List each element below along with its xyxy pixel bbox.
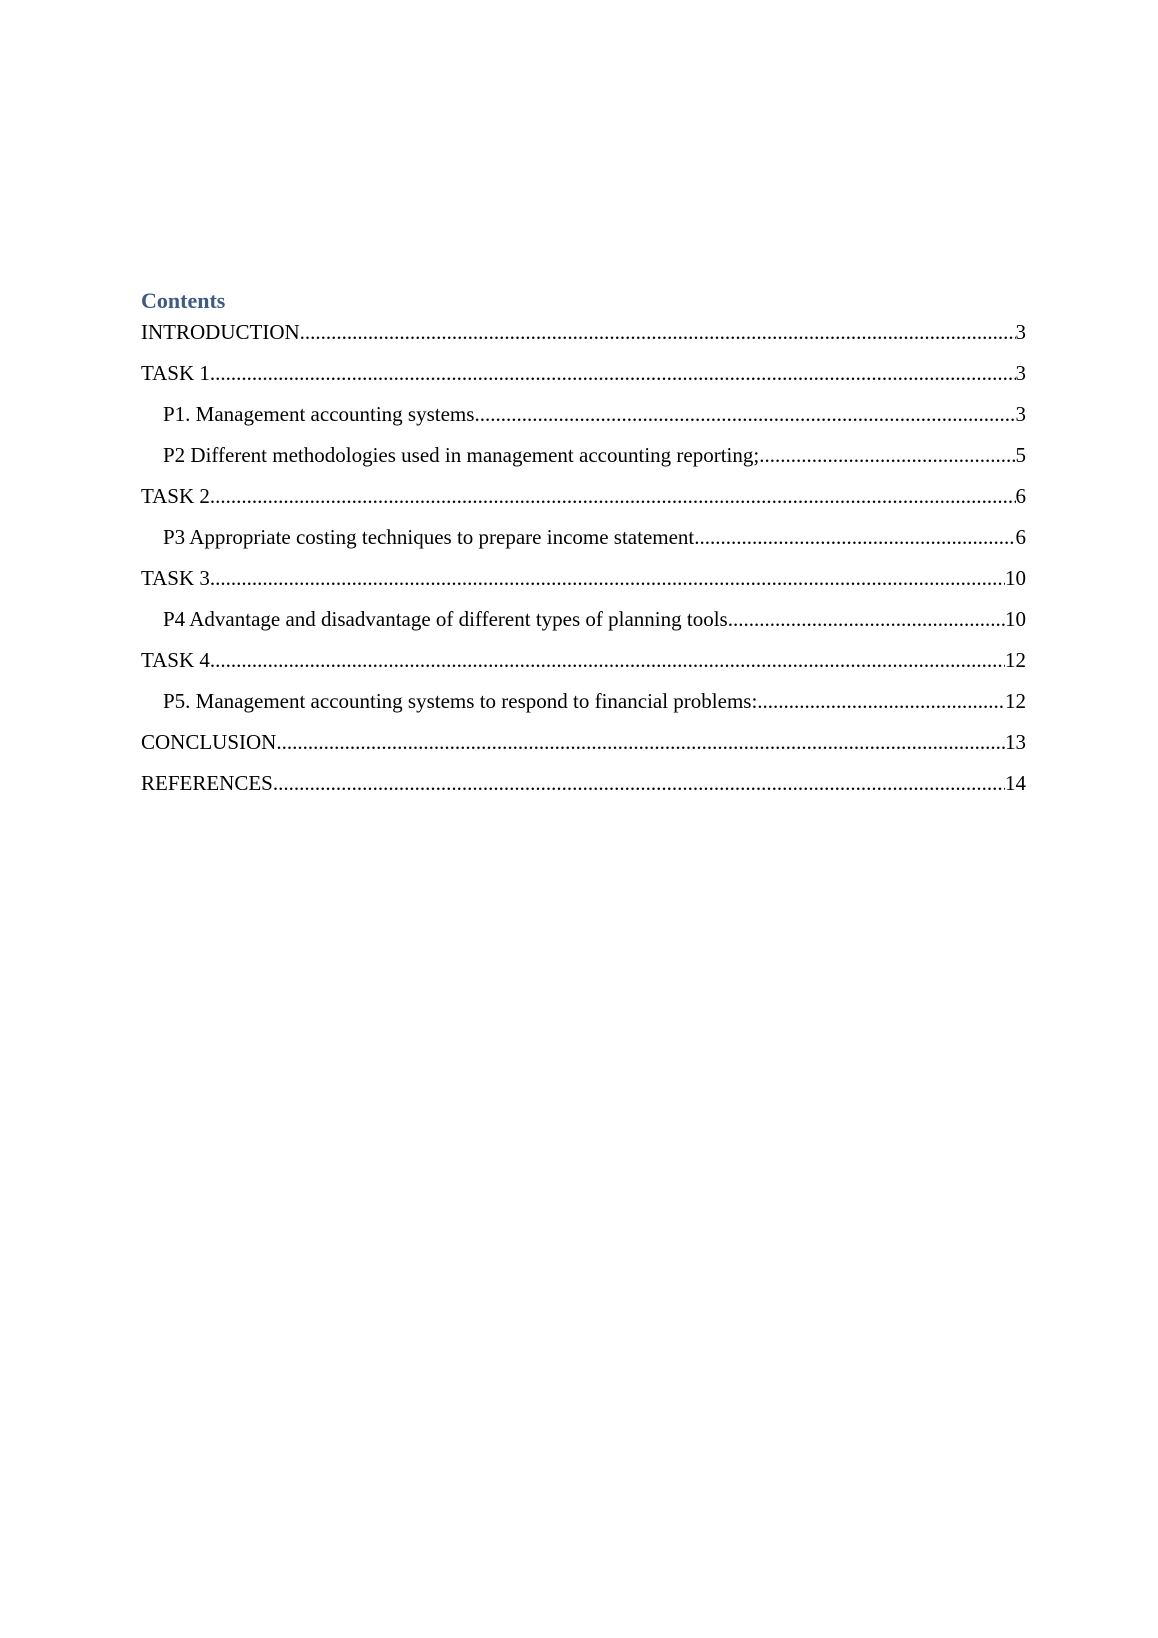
toc-entry-page: 14 [1005,771,1026,795]
toc-entry-page: 12 [1005,648,1026,672]
toc-entry-title: P3 Appropriate costing techniques to prepare income statement [163,525,695,549]
toc-entry-p5[interactable] [141,689,1026,730]
toc-entry-page: 13 [1005,730,1026,754]
toc-entry-title: TASK 4 [141,648,210,672]
toc-entry-page: 10 [1005,566,1026,590]
toc-entry-title: TASK 3 [141,566,210,590]
toc-entry-title: P4 Advantage and disadvantage of different types of planning tools [163,607,728,631]
toc-heading: Contents [141,288,226,313]
toc-entry-title: P2 Different methodologies used in management accounting reporting; [163,443,760,467]
toc-entry-page: 10 [1005,607,1026,631]
toc-entry-title: TASK 2 [141,484,210,508]
toc-entry-p1[interactable] [141,402,1026,443]
toc-leader-dots [757,689,1005,713]
toc-entry-title: REFERENCES [141,771,273,795]
toc-entry-title: P1. Management accounting systems [163,402,475,426]
toc-leader-dots [210,648,1005,672]
toc-leader-dots [300,320,1016,344]
toc-leader-dots [276,730,1005,754]
toc-leader-dots [759,443,1015,467]
toc-entry-p3[interactable] [141,525,1026,566]
toc-entry-p2[interactable] [141,443,1026,484]
toc-leader-dots [210,361,1016,385]
toc-entry-page: 6 [1015,525,1026,549]
toc-leader-dots [728,607,1005,631]
toc-entry-title: CONCLUSION [141,730,277,754]
toc-entry-title: P5. Management accounting systems to respond to financial problems: [163,689,758,713]
toc-leader-dots [694,525,1015,549]
toc-entry-title: INTRODUCTION [141,320,300,344]
toc-entry-introduction[interactable] [141,320,1026,361]
toc-entry-conclusion[interactable] [141,730,1026,771]
table-of-contents [141,288,1026,812]
toc-entry-page: 5 [1015,443,1026,467]
toc-entry-task-4[interactable] [141,648,1026,689]
toc-leader-dots [210,566,1005,590]
toc-leader-dots [210,484,1016,508]
toc-entry-title: TASK 1 [141,361,210,385]
toc-entry-p4[interactable] [141,607,1026,648]
toc-entry-page: 3 [1015,402,1026,426]
toc-entry-page: 12 [1005,689,1026,713]
toc-leader-dots [273,771,1005,795]
toc-entry-page: 6 [1015,484,1026,508]
toc-entry-task-1[interactable] [141,361,1026,402]
toc-entry-task-2[interactable] [141,484,1026,525]
toc-entry-references[interactable] [141,771,1026,812]
toc-leader-dots [474,402,1015,426]
toc-entry-task-3[interactable] [141,566,1026,607]
toc-entry-page: 3 [1015,361,1026,385]
toc-entry-page: 3 [1015,320,1026,344]
